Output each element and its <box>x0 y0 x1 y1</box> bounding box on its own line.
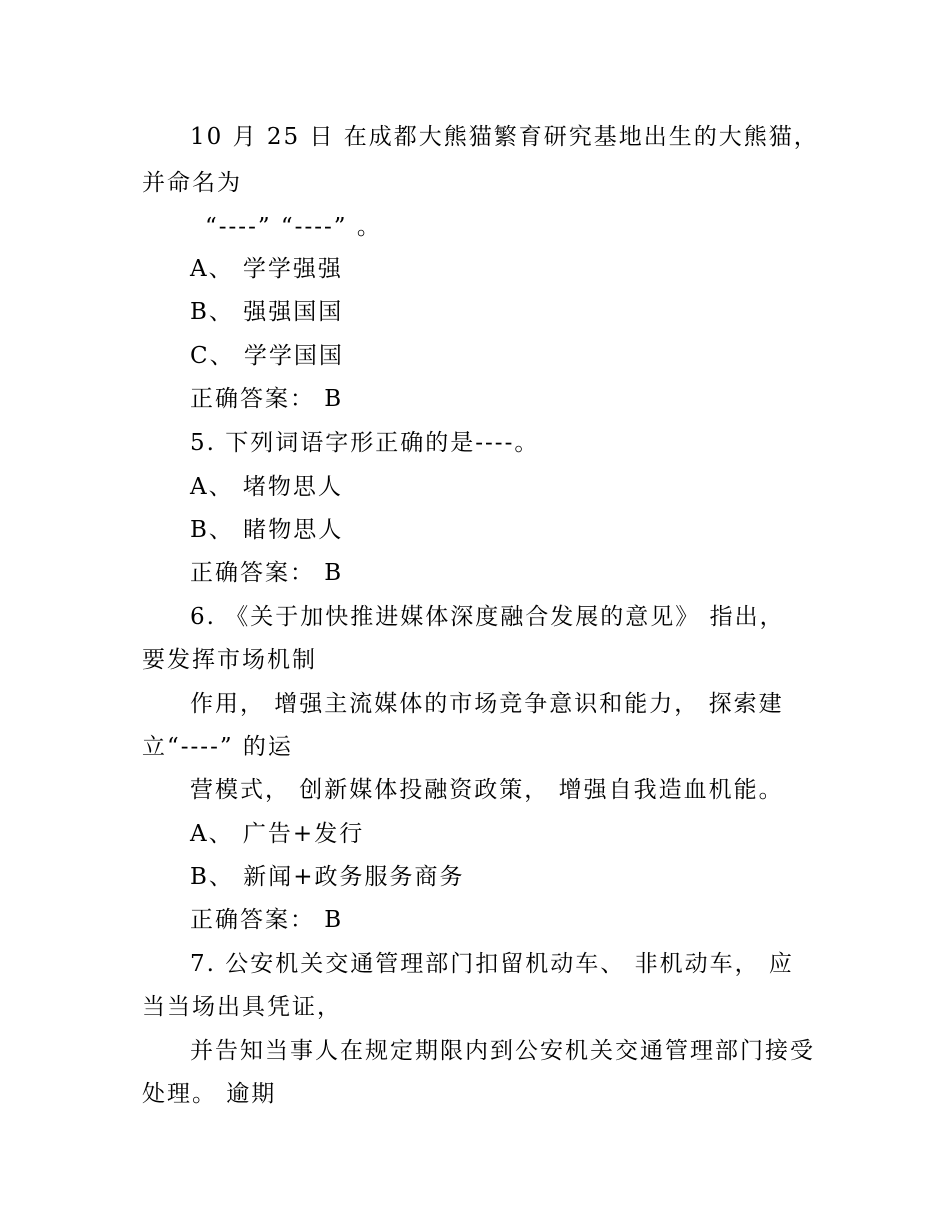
q5-answer: 正确答案： B <box>190 560 344 586</box>
q4-stem-line1: 10 月 25 日 在成都大熊猫繁育研究基地出生的大熊猫， <box>190 124 819 150</box>
q4-option-a: A、 学学强强 <box>190 256 343 282</box>
q6-stem-line4: 立“----” 的运 <box>142 734 293 760</box>
q6-stem-line2: 要发挥市场机制 <box>142 647 317 673</box>
q7-stem-line2: 当当场出具凭证， <box>142 994 342 1020</box>
q6-stem-line3: 作用， 增强主流媒体的市场竞争意识和能力， 探索建 <box>190 691 784 717</box>
q5-option-a: A、 堵物思人 <box>190 474 343 500</box>
q7-stem-line1: 7. 公安机关交通管理部门扣留机动车、 非机动车， 应 <box>190 951 794 977</box>
q4-option-b: B、 强强国国 <box>190 299 344 325</box>
q5-stem: 5. 下列词语字形正确的是----。 <box>190 430 540 456</box>
q4-answer: 正确答案： B <box>190 386 344 412</box>
q6-stem-line1: 6. 《关于加快推进媒体深度融合发展的意见》 指出， <box>190 604 785 630</box>
q4-option-c: C、 学学国国 <box>190 343 344 369</box>
q4-stem-line2: 并命名为 <box>142 170 242 196</box>
q4-blanks-line: “----” “----” 。 <box>205 214 382 240</box>
q6-answer: 正确答案： B <box>190 907 344 933</box>
q6-stem-line5: 营模式， 创新媒体投融资政策， 增强自我造血机能。 <box>190 777 784 803</box>
q7-stem-line3: 并告知当事人在规定期限内到公安机关交通管理部门接受 <box>190 1038 815 1064</box>
q6-option-b: B、 新闻+政务服务商务 <box>190 864 465 890</box>
q7-stem-line4: 处理。 逾期 <box>142 1081 277 1107</box>
q5-option-b: B、 睹物思人 <box>190 517 344 543</box>
q6-option-a: A、 广告+发行 <box>190 821 365 847</box>
